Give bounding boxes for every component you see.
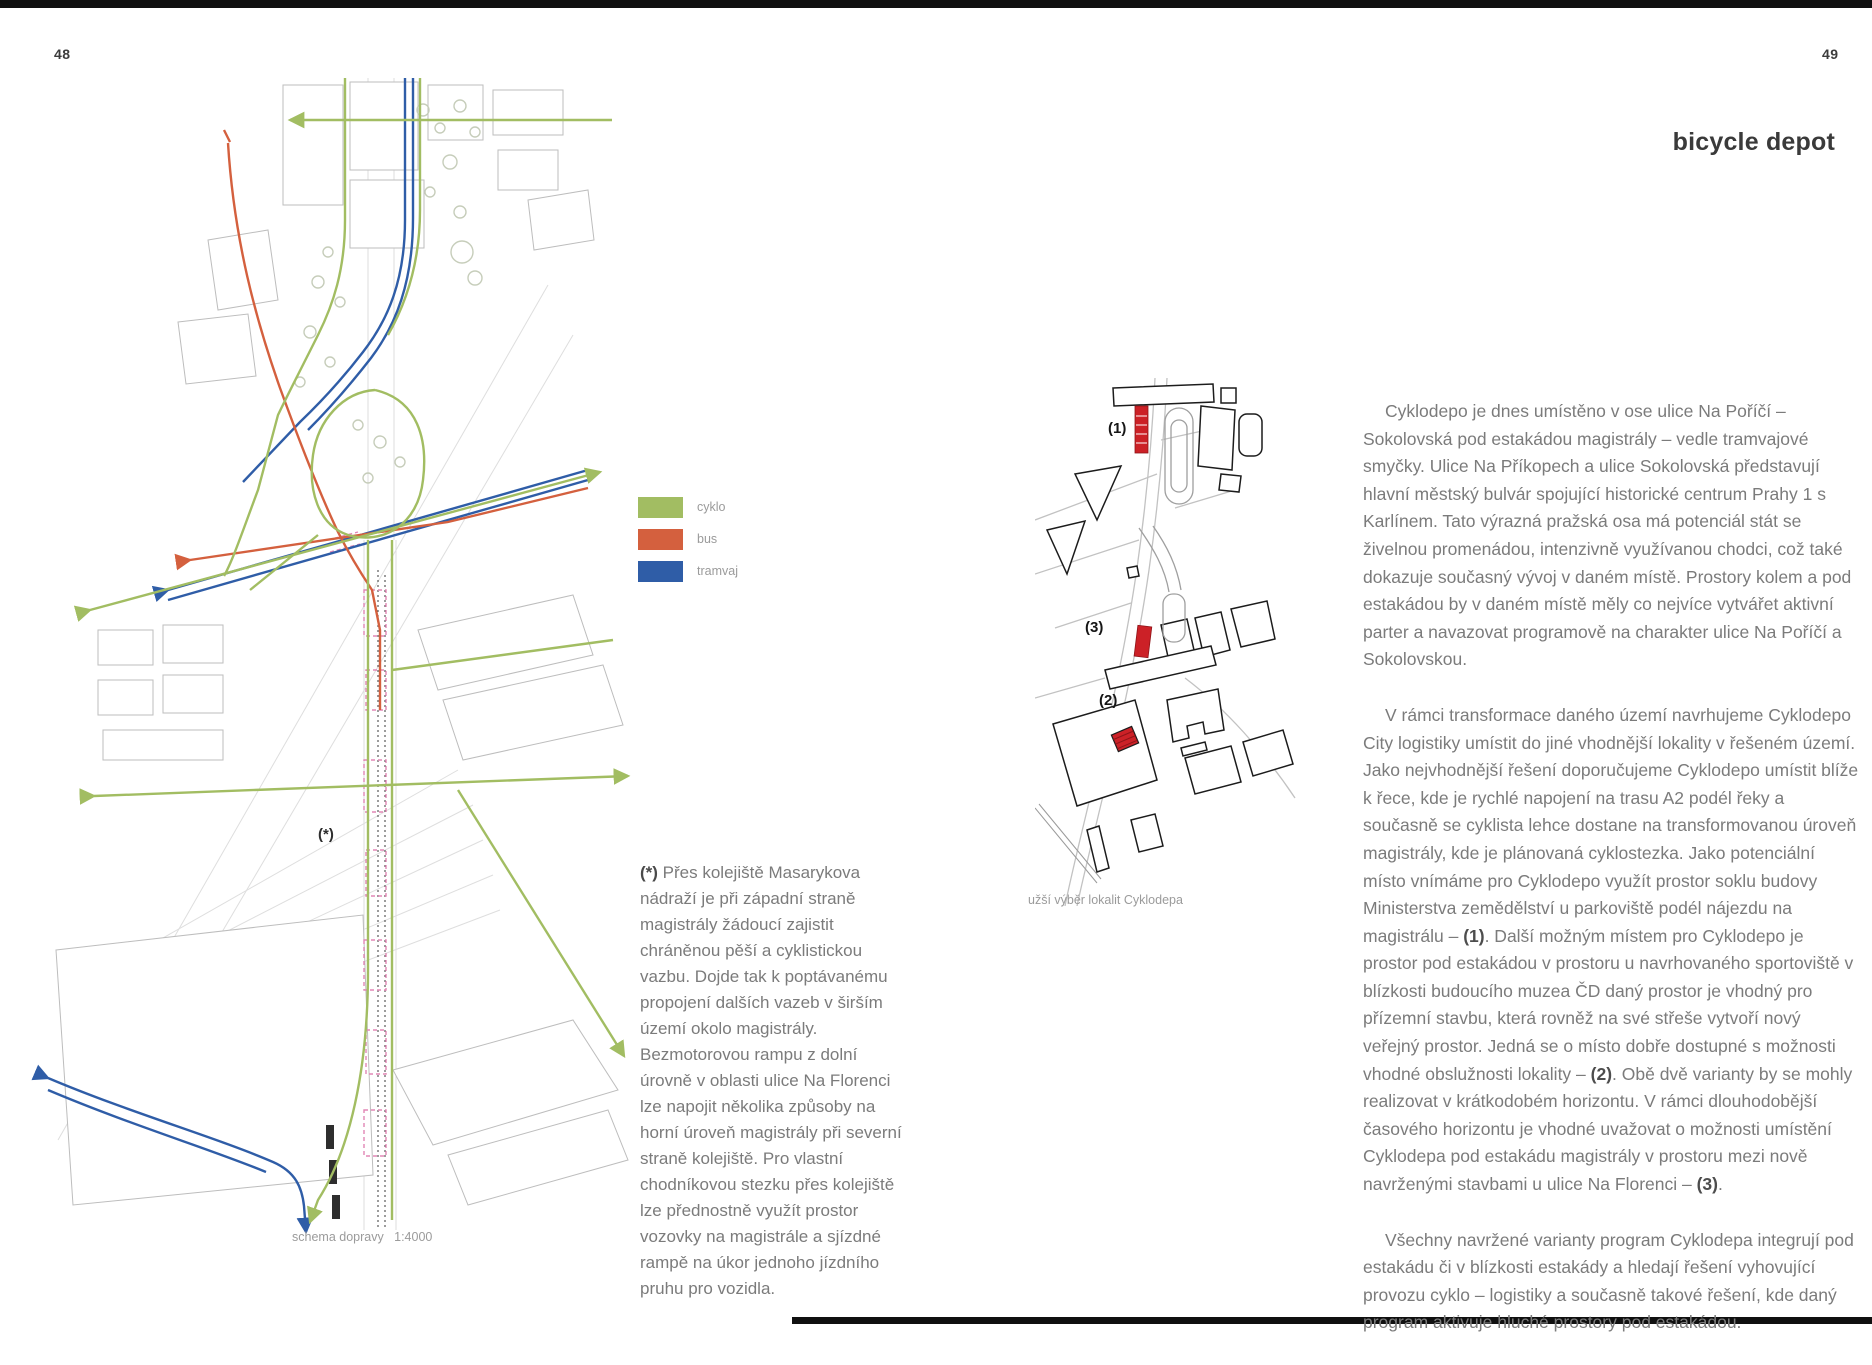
legend-item-tramvaj xyxy=(638,560,738,582)
paragraph-location-current: Cyklodepo je dnes umístěno v ose ulice Na Poříčí – Sokolovská pod estakádou magistrály – vedle tramvajové smyčky. Ulice Na Příkopech a ulice Sokolovská představují hlavní městský bulvár spojující historické centrum Prahy 1 s Karlínem. Tato výrazná pražská osa má potenciál stát se živelnou promenádou, intenzivně využívanou chodci, což také dokazuje současný vývoj v daném místě. Prostory kolem a pod estakádou by v daném místě měly co nejvíce vytvářet aktivní parter a navazovat programově na charakter ulice Na Poříčí a Sokolovskou. xyxy=(1363,401,1852,670)
paragraph-proposed-variants: V rámci transformace daného území navrhujeme Cyklodepo City logistiky umístit do jiné vhodnější lokality v řešeném území. Jako nejvhodnější řešení doporučujeme Cyklodepo umístit blíže k řece, kde je rychlé napojení na trasu A2 podél řeky a současně se cyklista lehce dostane na transformovanou úroveň magistrály, kde je plánovaná cyklostezka. Jako potenciální místo vnímáme pro Cyklodepo využít prostor soklu budovy Ministerstva zemědělství u parkoviště podél nájezdu na magistrálu – (1). Další možným místem pro Cyklodepo je prostor pod estakádou v prostoru u navrhovaného sportoviště v blízkosti budoucího muzea ČD daný prostor je vhodný pro přízemní stavbu, která rovněž na své střeše vytvoří nový veřejný prostor. Jedná se o místo dobře dostupné s možnosti vhodné obslužnosti lokality – (2). Obě dvě varianty by se mohly realizovat v krátkodobém horizontu. V rámci dlouhodobější časového horizontu je vhodné uvažovat o možnosti umístění Cyklodepa pod estakádu magistrály v prostoru mezi nově navrženými stavbami u ulice Na Florenci – (3). xyxy=(1363,704,1859,1195)
page-number-left: 48 xyxy=(54,46,71,62)
page-number-right: 49 xyxy=(1822,46,1839,62)
section-title: bicycle depot xyxy=(1672,128,1835,156)
location-label-3: (3) xyxy=(1085,619,1104,636)
legend-label-tramvaj: tramvaj xyxy=(697,564,738,578)
right-map-caption: užší výběr lokalit Cyklodepa xyxy=(1028,893,1183,907)
bus-color-swatch xyxy=(638,529,683,550)
scan-edge-top xyxy=(0,0,1872,8)
legend-label-cyklo: cyklo xyxy=(697,500,726,514)
transport-schema-map xyxy=(28,70,640,1246)
footnote-text: (*) Přes kolejiště Masarykova nádraží je při západní straně magistrály žádoucí zajistit chráněnou pěší a cyklistickou vazbu. Dojde tak k poptávanému propojení dalších vazeb v širším území okolo magistrály. Bezmotorovou rampu z dolní úrovně v oblasti ulice Na Florenci lze napojit několika způsoby na horní úroveň magistrály při severní straně kolejiště. Pro vlastní chodníkovou stezku přes kolejiště lze přednostně využít prostor vozovky na magistrále a sjízdné rampě na úkor jednoho jízdního pruhu pro vozidla. xyxy=(640,863,902,1298)
location-label-1: (1) xyxy=(1108,420,1127,437)
locations-map-drawing xyxy=(1035,378,1301,906)
left-map-caption: schema dopravy 1:4000 xyxy=(292,1230,433,1244)
legend-item-cyklo xyxy=(638,496,738,518)
paragraph-summary: Všechny navržené varianty program Cyklodepa integrují pod estakádu či v blízkosti estakády a hledají řešení vyhovující provozu cyklo – logistiky a současně takové řešení, kde daný program aktivuje hluché prostory pod estakádou. xyxy=(1363,1229,1854,1333)
cyklo-color-swatch xyxy=(638,497,683,518)
legend-item-bus xyxy=(638,528,738,550)
map-legend xyxy=(638,496,738,592)
location-label-2: (2) xyxy=(1099,692,1118,709)
map-note-marker: (*) xyxy=(318,826,334,843)
tramvaj-color-swatch xyxy=(638,561,683,582)
cyklodepo-locations-map xyxy=(1035,378,1301,906)
transport-schema-drawing xyxy=(28,70,640,1246)
legend-label-bus: bus xyxy=(697,532,718,546)
body-text-column xyxy=(1363,398,1860,1365)
